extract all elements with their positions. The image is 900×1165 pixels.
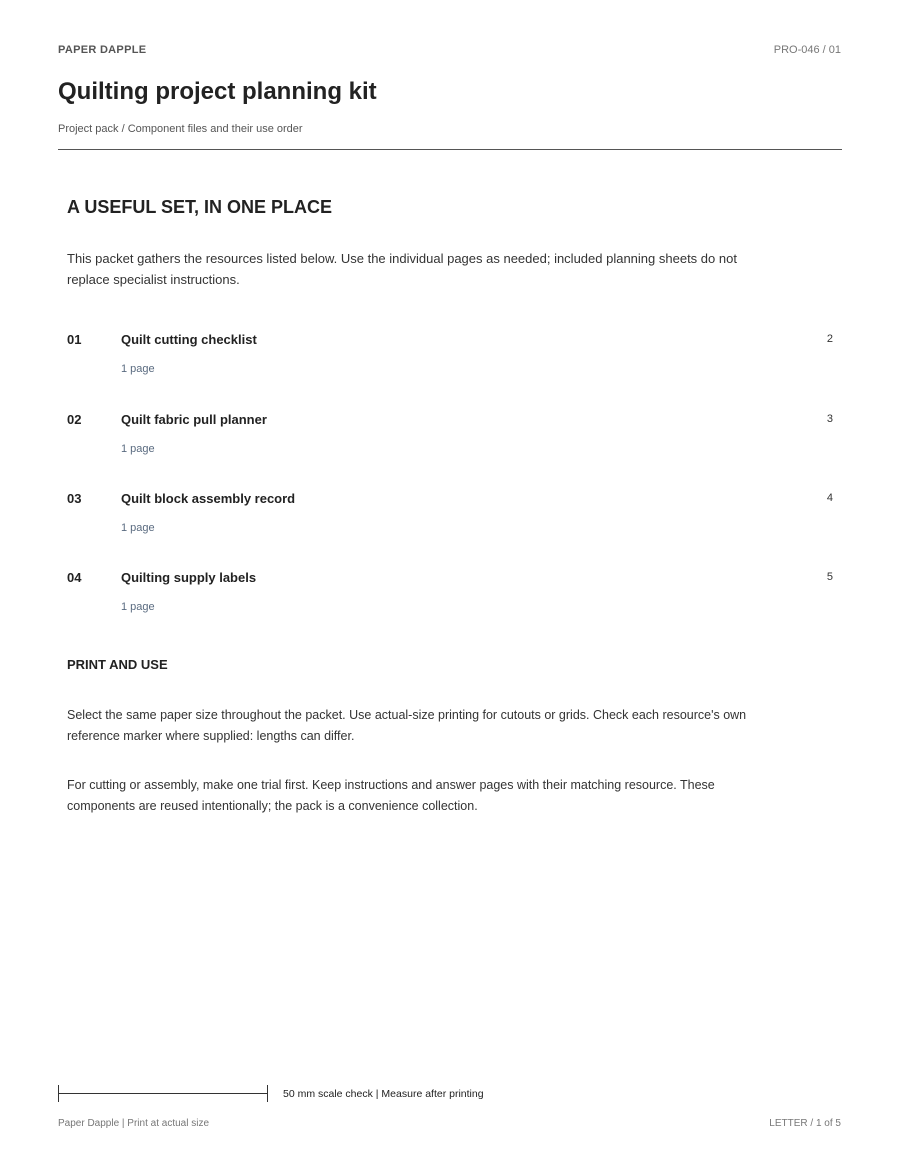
toc-item-number: 04 <box>67 570 82 585</box>
footer-page-indicator: LETTER / 1 of 5 <box>769 1118 841 1129</box>
toc-item-page-count: 1 page <box>121 363 155 375</box>
toc-item-number: 03 <box>67 491 82 506</box>
toc-item-title: Quilt fabric pull planner <box>121 412 267 427</box>
scale-check-label: 50 mm scale check | Measure after printing <box>283 1088 484 1100</box>
document-code: PRO-046 / 01 <box>773 44 841 56</box>
toc-item-number: 02 <box>67 412 82 427</box>
toc-item-page-ref: 2 <box>826 333 833 345</box>
toc-item-page-ref: 3 <box>826 413 833 425</box>
toc-item-page-ref: 5 <box>826 571 833 583</box>
toc-item <box>67 491 833 541</box>
scale-bar-right-tick <box>267 1085 268 1102</box>
toc-item-page-count: 1 page <box>121 522 155 534</box>
footer-left-text: Paper Dapple | Print at actual size <box>58 1118 210 1129</box>
toc-item-title: Quilt cutting checklist <box>121 332 257 347</box>
scale-bar <box>58 1085 268 1103</box>
print-use-paragraph: For cutting or assembly, make one trial first. Keep instructions and answer pages with their matching resource. These components are reused intentionally; the pack is a convenience collection. <box>67 778 715 813</box>
page-title: Quilting project planning kit <box>58 78 377 105</box>
toc-item-title: Quilt block assembly record <box>121 491 296 506</box>
contents-heading: A USEFUL SET, IN ONE PLACE <box>67 197 333 217</box>
header-divider <box>58 149 842 150</box>
print-use-paragraph: Select the same paper size throughout the packet. Use actual-size printing for cutouts or grids. Check each resource's own reference marker where supplied: lengths can differ. <box>67 708 747 743</box>
toc-item-page-count: 1 page <box>121 601 155 613</box>
toc-item-page-count: 1 page <box>121 443 155 455</box>
toc-item <box>67 412 833 462</box>
page-subtitle: Project pack / Component files and their use order <box>58 123 303 135</box>
toc-item-title: Quilting supply labels <box>121 570 257 585</box>
scale-bar-line <box>58 1093 267 1094</box>
toc-item <box>67 570 833 620</box>
toc-item <box>67 332 833 382</box>
toc-item-number: 01 <box>67 332 82 347</box>
brand-name: PAPER DAPPLE <box>58 44 147 56</box>
toc-item-page-ref: 4 <box>826 492 833 504</box>
print-use-heading: PRINT AND USE <box>67 657 168 672</box>
contents-intro: This packet gathers the resources listed below. Use the individual pages as needed; included planning sheets do not replace specialist instructions. <box>67 251 737 287</box>
